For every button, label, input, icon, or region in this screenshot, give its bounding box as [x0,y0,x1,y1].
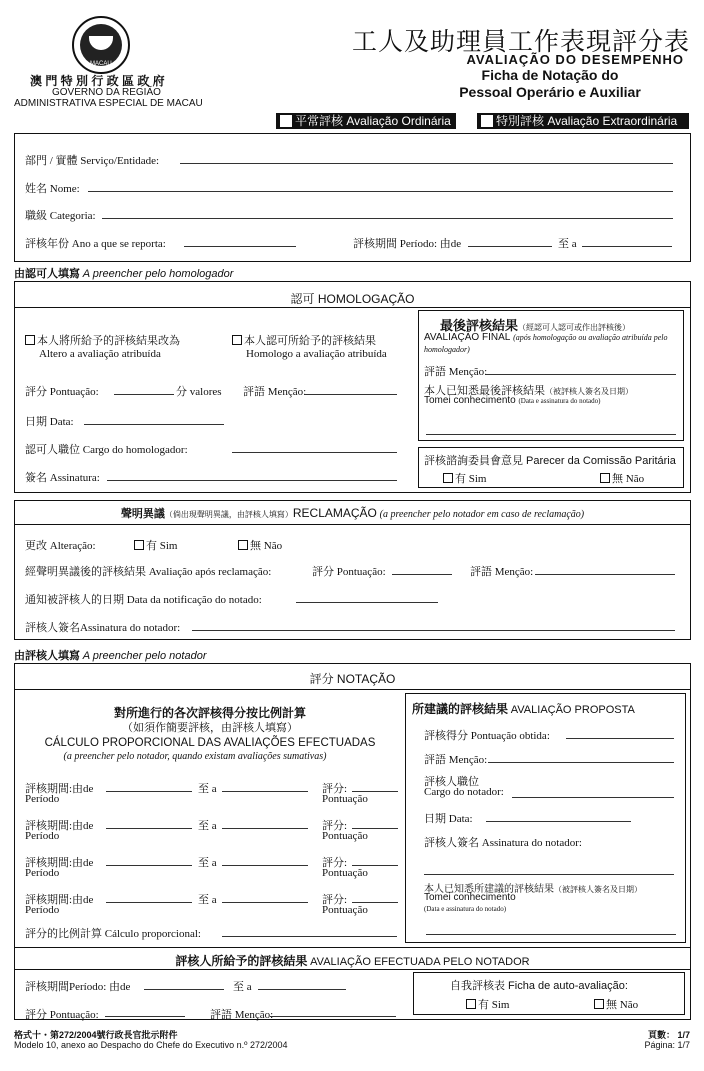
aware-proposed-note-pt: (Data e assinatura do notado) [424,905,507,913]
government-name-pt-2: ADMINISTRATIVA ESPECIAL DE MACAU [14,98,203,109]
change-no-label: 無 Não [250,540,283,552]
emblem-text: MACAU [90,61,112,67]
form-subtitle-2: Pessoal Operário e Auxiliar [459,84,641,100]
row-period-label-pt: Período [25,867,60,879]
row-score-field[interactable] [352,865,398,866]
commission-no-label: 無 Não [612,473,645,485]
calc-note-pt: (a preencher pelo notador, quando existam avaliações sumativas) [63,751,327,762]
cargo-field[interactable] [512,797,674,798]
calc-note-zh: （如須作簡要評核，由評核人填寫） [122,722,298,734]
final-title-pt: AVALIAÇÃO FINAL [424,332,511,343]
row-score-field[interactable] [352,791,398,792]
aware-proposed-note-zh: （被評核人簽名及日期） [554,885,642,894]
row-to-field[interactable] [222,902,308,903]
final-note-pt: (após homologação ou avaliação atribuída pelo homologador) [424,333,668,354]
macau-emblem [72,16,130,74]
service-label: 部門 / 實體 Serviço/Entidade: [25,155,160,167]
footer-model-zh: 格式十・第272/2004號行政長官批示附件 [14,1030,178,1040]
effected-mention-label: 評語 Menção: [210,1009,274,1021]
footer-page-zh: 頁數： 1/7 [647,1030,690,1040]
complaint-title-pt: RECLAMAÇÃO [292,506,377,520]
date-label: 日期 Data: [25,416,74,428]
notador-label-pt: A preencher pelo notador [82,650,207,662]
final-mention-field[interactable] [486,374,676,375]
date-field[interactable] [84,424,224,425]
row-score-label-pt: Pontuação [322,904,368,916]
row-from-field[interactable] [106,791,192,792]
final-mention-label: 評語 Menção: [424,366,488,378]
after-score-field[interactable] [392,574,452,575]
proposed-signature-label: 評核人簽名 Assinatura do notador: [424,837,582,849]
period-label: 評核期間 Período: 由de [353,238,462,250]
effected-period-to-field[interactable] [258,989,346,990]
aware-final-zh: 本人已知悉最後評核結果 [424,385,545,397]
self-eval-label: 自我評核表 Ficha de auto-avaliação: [450,980,628,992]
calc-title-zh: 對所進行的各次評核得分按比例計算 [113,706,306,720]
footer-page-pt: Página: 1/7 [644,1040,690,1050]
commission-yes-checkbox[interactable] [443,470,486,486]
proposed-date-field[interactable] [486,821,631,822]
aware-final-note-pt: (Data e assinatura do notado) [518,397,601,405]
alter-label-pt: Altero a avaliação atribuída [39,348,161,360]
change-yes-label: 有 Sim [146,540,178,552]
complaint-note-pt: (a preencher pelo notador em caso de reclamação) [379,509,585,520]
self-eval-no-checkbox[interactable] [594,996,638,1012]
aware-proposed-signature-field[interactable] [426,934,676,935]
notification-date-field[interactable] [296,602,438,603]
name-field[interactable] [88,191,673,192]
row-score-label-pt: Pontuação [322,867,368,879]
row-score-label: 評分: [322,820,348,832]
homologador-label-pt: A preencher pelo homologador [82,268,234,280]
row-period-label-pt: Período [25,904,60,916]
effected-score-label: 評分 Pontuação: [25,1009,99,1021]
proposed-date-label: 日期 Data: [424,813,473,825]
aware-proposed-zh: 本人已知悉所建議的評核結果 [424,884,554,895]
position-label: 認可人職位 Cargo do homologador: [25,444,188,456]
proportional-label: 評分的比例計算 Cálculo proporcional: [25,928,201,940]
score-field[interactable] [114,394,174,395]
homolog-label-pt: Homologo a avaliação atribuída [246,348,387,360]
self-eval-yes-label: 有 Sim [478,999,510,1011]
self-eval-no-label: 無 Não [606,999,639,1011]
row-score-label: 評分: [322,894,348,906]
cargo-label-pt: Cargo do notador: [424,786,504,798]
row-to-label: 至 a [198,820,217,832]
homologation-title: 認可 HOMOLOGAÇÃO [290,292,415,306]
row-to-label: 至 a [198,894,217,906]
row-period-label: 評核期間:由de [25,894,94,906]
complaint-title-zh: 聲明異議 [120,508,165,520]
proportional-field[interactable] [222,936,397,937]
row-period-label: 評核期間:由de [25,783,94,795]
row-to-label: 至 a [198,857,217,869]
signature-label: 簽名 Assinatura: [25,472,100,484]
government-name-zh: 澳 門 特 別 行 政 區 政 府 [30,74,165,88]
score-label: 評分 Pontuação: [25,386,99,398]
form-subtitle-1: Ficha de Notação do [481,67,619,83]
category-label: 職級 Categoria: [25,210,96,222]
after-score-label: 評分 Pontuação: [312,566,386,578]
effected-mention-field[interactable] [270,1016,396,1017]
homologate-checkbox[interactable] [232,332,387,360]
alter-label-zh: 本人將所給予的評核結果改為 [37,335,180,347]
name-label: 姓名 Nome: [25,183,80,195]
proposed-mention-field[interactable] [488,762,674,763]
commission-yes-label: 有 Sim [455,473,487,485]
footer-model-pt: Modelo 10, anexo ao Despacho do Chefe do Executivo n.º 272/2004 [14,1040,288,1050]
row-period-label-pt: Período [25,830,60,842]
change-yes-checkbox[interactable] [134,537,177,553]
extraordinary-label: 特別評核 Avaliação Extraordinária [496,114,678,128]
row-from-field[interactable] [106,902,192,903]
calc-title-pt: CÁLCULO PROPORCIONAL DAS AVALIAÇÕES EFECTUADAS [44,737,376,749]
after-mention-field[interactable] [535,574,675,575]
row-score-label-pt: Pontuação [322,830,368,842]
form-title-zh: 工人及助理員工作表現評分表 [351,28,690,56]
aware-proposed-pt: Tomei conhecimento [424,892,516,903]
final-note-zh: （經認可人認可或作出評核後） [518,323,631,332]
commission-no-checkbox[interactable] [600,470,644,486]
after-mention-label: 評語 Menção: [470,566,534,578]
aware-final-note-zh: （被評核人簽名及日期） [545,387,633,396]
ordinary-evaluation-checkbox[interactable] [276,113,456,129]
mention-label: 評語 Menção: [243,386,307,398]
change-label: 更改 Alteração: [25,540,96,552]
row-from-field[interactable] [106,828,192,829]
category-field[interactable] [102,218,673,219]
commission-label: 評核諮詢委員會意見 Parecer da Comissão Paritária [424,455,676,467]
notador-label-zh: 由評核人填寫 [14,650,80,662]
aware-final-pt: Tomei conhecimento [424,395,516,406]
proposed-title-zh: 所建議的評核結果 [412,702,509,716]
extraordinary-evaluation-checkbox[interactable] [477,113,689,129]
row-to-field[interactable] [222,791,308,792]
row-to-label: 至 a [198,783,217,795]
effected-period-label: 評核期間Período: 由de [25,981,131,993]
complaint-signature-label: 評核人簽名Assinatura do notador: [25,622,181,634]
obtained-field[interactable] [566,738,674,739]
row-score-label: 評分: [322,783,348,795]
period-from-field[interactable] [468,246,552,247]
row-score-label: 評分: [322,857,348,869]
row-score-label-pt: Pontuação [322,793,368,805]
row-period-label: 評核期間:由de [25,820,94,832]
row-score-field[interactable] [352,902,398,903]
row-to-field[interactable] [222,865,308,866]
position-field[interactable] [232,452,397,453]
row-to-field[interactable] [222,828,308,829]
proposed-signature-field[interactable] [424,874,674,875]
mention-field[interactable] [305,394,397,395]
final-title-zh: 最後評核結果 [440,318,519,333]
notation-title: 評分 NOTAÇÃO [309,672,396,686]
signature-field[interactable] [107,480,397,481]
row-from-field[interactable] [106,865,192,866]
year-field[interactable] [184,246,296,247]
values-label: 分 valores [176,386,222,398]
effected-period-from-field[interactable] [144,989,224,990]
period-to-field[interactable] [582,246,672,247]
effected-title-zh: 評核人所給予的評核結果 [175,954,308,968]
cargo-label-zh: 評核人職位 [424,776,479,788]
service-field[interactable] [180,163,673,164]
complaint-signature-field[interactable] [192,630,675,631]
proposed-title-pt: AVALIAÇÃO PROPOSTA [510,704,635,716]
change-no-checkbox[interactable] [238,537,282,553]
complaint-note-zh: （倘出現聲明異議，由評核人填寫） [164,510,293,519]
effected-title-pt: AVALIAÇÃO EFECTUADA PELO NOTADOR [310,956,530,968]
row-period-label-pt: Período [25,793,60,805]
form-title-pt: AVALIAÇÃO DO DESEMPENHO [466,52,684,67]
effected-score-field[interactable] [105,1016,185,1017]
after-complaint-label: 經聲明異議後的評核結果 Avaliação após reclamação: [25,566,272,578]
period-to-label: 至 a [558,238,577,250]
proposed-mention-label: 評語 Menção: [424,754,488,766]
government-name-pt-1: GOVERNO DA REGIÃO [52,87,161,98]
homolog-label-zh: 本人認可所給予的評核結果 [244,335,376,347]
row-period-label: 評核期間:由de [25,857,94,869]
notification-date-label: 通知被評核人的日期 Data da notificação do notado: [25,594,262,606]
ordinary-label: 平常評核 Avaliação Ordinária [295,114,451,128]
alter-checkbox[interactable] [25,332,180,360]
effected-period-to-label: 至 a [233,981,252,993]
final-signature-field[interactable] [426,434,676,435]
year-label: 評核年份 Ano a que se reporta: [25,238,166,250]
obtained-label: 評核得分 Pontuação obtida: [424,730,550,742]
homologador-label-zh: 由認可人填寫 [14,268,80,280]
self-eval-yes-checkbox[interactable] [466,996,509,1012]
row-score-field[interactable] [352,828,398,829]
